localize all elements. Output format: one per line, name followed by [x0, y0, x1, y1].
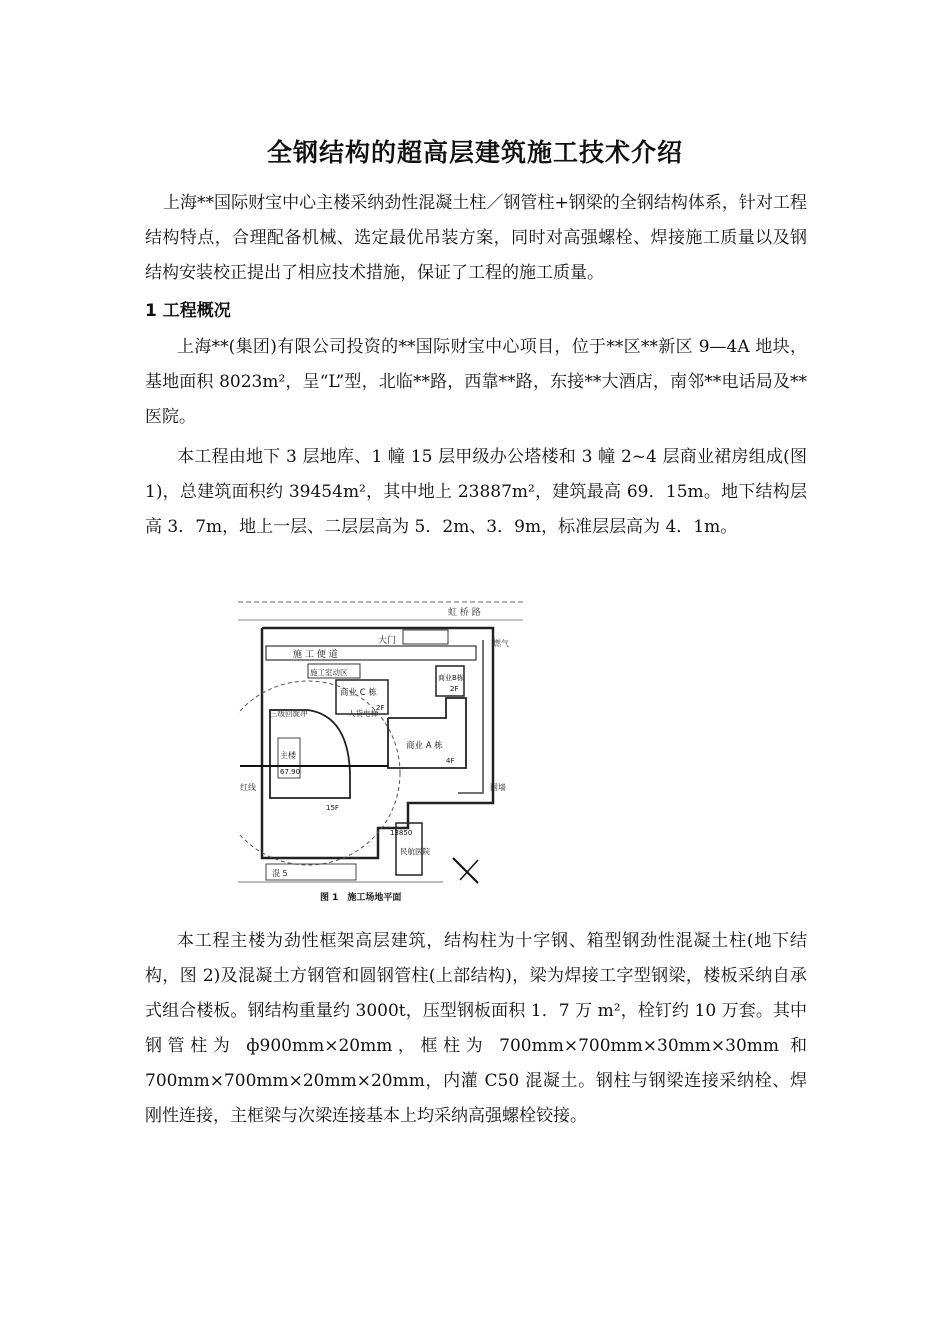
commercial-b-floors: 2F — [450, 685, 459, 693]
commercial-c-floors: 2F — [376, 704, 385, 712]
crane-zone-label: 三级回旋冲 — [270, 709, 308, 718]
red-line-label: 红线 — [240, 783, 256, 792]
structure-paragraph: 本工程主楼为劲性框架高层建筑，结构柱为十字钢、箱型钢劲性混凝土柱(地下结构，图 2)及混凝土方钢管和圆钢管柱(上部结构)，梁为焊接工字型钢梁，楼板采纳自承式组合楼板。钢结构重量约 3000t，压型钢板面积 1．7 万 m²，栓钉约 10 万套。其中钢管柱为 ф900mm×20mm，框柱为 700mm×700mm×30mm×30mm 和 700mm×700mm×20mm×20mm，内灌 C50 混凝土。钢柱与钢梁连接采纳栓、焊刚性连接，主框梁与次梁连接基本上均采纳高强螺栓铰接。 — [145, 931, 807, 1126]
road-south-label: 混 5 — [272, 869, 288, 878]
commercial-b-label: 商业B栋 — [438, 674, 464, 682]
road-north-label: 虹 桥 路 — [448, 608, 481, 618]
hospital-label: 民航医院 — [400, 847, 430, 856]
gas-label: 燃气 — [493, 639, 509, 648]
construction-road-label: 施 工 便 道 — [293, 650, 338, 660]
document-title: 全钢结构的超高层建筑施工技术介绍 — [266, 138, 683, 167]
temp-office-label: 施工室动区 — [310, 668, 348, 677]
commercial-a-floors: 4F — [446, 757, 455, 765]
overview-paragraph-1: 上海**(集团)有限公司投资的**国际财宝中心项目，位于**区**新区 9—4A 地块，基地面积 8023m²，呈“L”型，北临**路，西靠**路，东接**大酒店，南邻**电话局及**医院。 — [145, 337, 807, 427]
commercial-c-label: 商业 C 栋 — [340, 688, 377, 698]
enclosure-label: 围墙 — [490, 783, 506, 792]
overview-paragraph-2: 本工程由地下 3 层地库、1 幢 15 层甲级办公塔楼和 3 幢 2~4 层商业裙房组成(图 1)，总建筑面积约 39454m²，其中地上 23887m²，建筑最高 69．15m。地下结构层高 3．7m，地上一层、二层层高为 5．2m、3．9m，标准层层高为 4．1m。 — [145, 447, 807, 537]
north-arrow-icon — [453, 858, 478, 883]
figure-caption: 图 1 施工场地平面 — [320, 893, 402, 903]
commercial-a-label: 商业 A 栋 — [406, 741, 443, 751]
main-elev-label: 67.90 — [280, 768, 301, 776]
abstract-paragraph: 上海**国际财宝中心主楼采纳劲性混凝土柱／钢管柱+钢梁的全钢结构体系，针对工程结构特点，合理配备机械、选定最优吊装方案，同时对高强螺栓、焊接施工质量以及钢结构安装校正提出了相应技术措施，保证了工程的施工质量。 — [145, 193, 807, 283]
site-boundary — [262, 628, 493, 858]
section-heading: 1 工程概况 — [145, 301, 231, 321]
hospital-elev-label: 13850 — [390, 829, 413, 837]
main-floors-label: 15F — [326, 804, 339, 812]
main-building-label: 主楼 — [280, 751, 296, 760]
site-plan-drawing — [238, 598, 523, 908]
site-plan-figure — [238, 598, 523, 908]
hoist-label: 人货电梯 — [348, 709, 378, 718]
gate-label: 大门 — [378, 636, 397, 646]
